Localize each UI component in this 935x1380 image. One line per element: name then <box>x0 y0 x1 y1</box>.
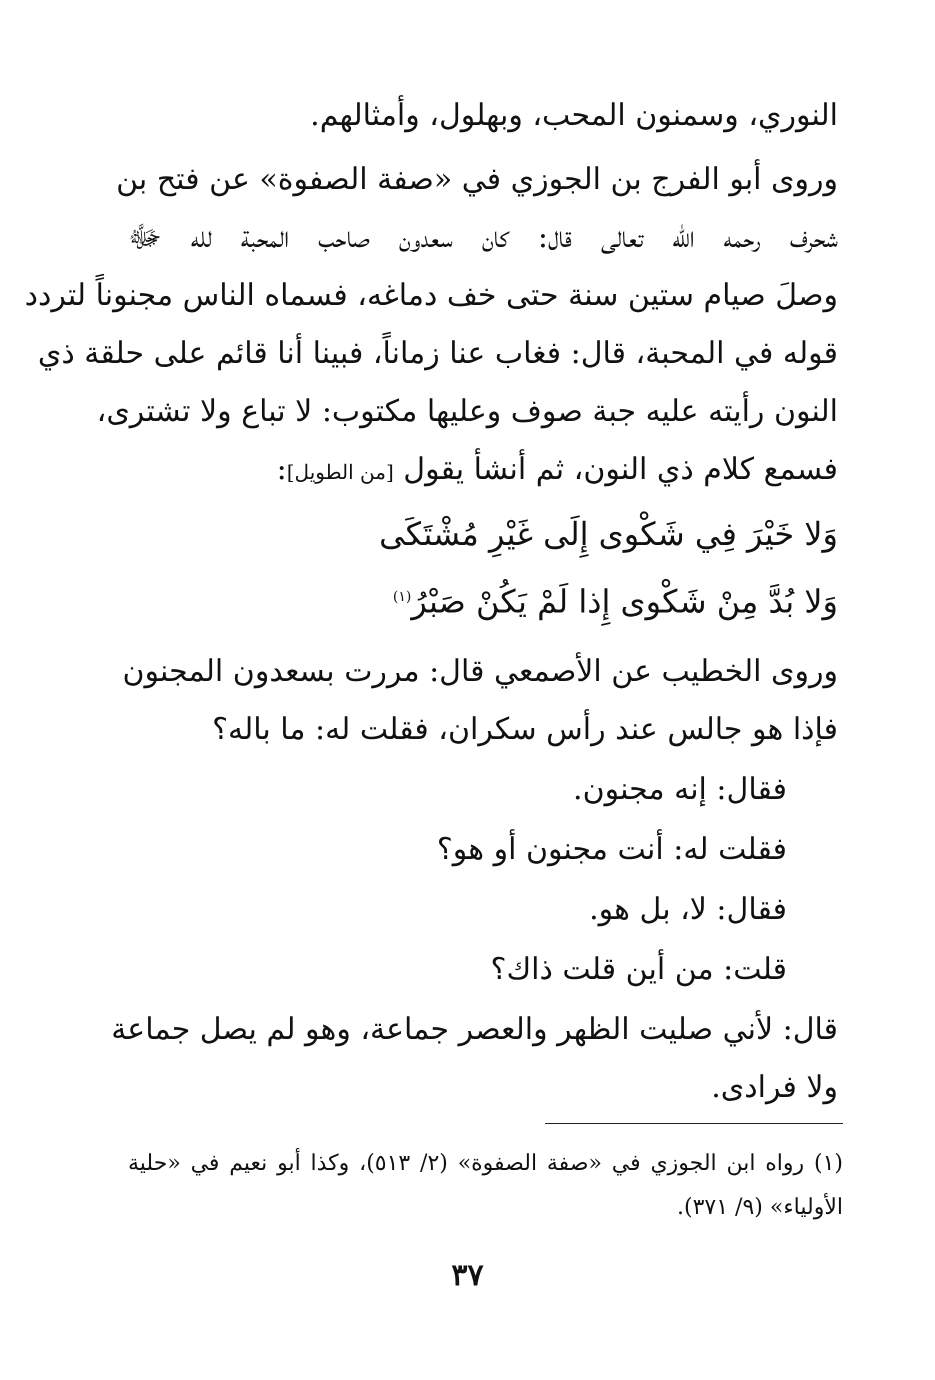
paragraph-line: قال: لأني صليت الظهر والعصر جماعة، وهو لم يصل جماعة <box>111 1012 838 1047</box>
paragraph-line: النوري، وسمنون المحب، وبهلول، وأمثالهم. <box>310 98 838 133</box>
paragraph-line: قوله في المحبة، قال: فغاب عنا زماناً، فبينا أنا قائم على حلقة ذي <box>37 336 838 371</box>
page-number: ٣٧ <box>451 1258 484 1293</box>
paragraph-line: فإذا هو جالس عند رأس سكران، فقلت له: ما باله؟ <box>212 712 838 747</box>
verse-line <box>393 575 838 624</box>
footnote-line: الأولياء» (٩/ ٣٧١). <box>677 1195 843 1220</box>
paragraph-line: النون رأيته عليه جبة صوف وعليها مكتوب: لا تباع ولا تشترى، <box>96 394 838 429</box>
dialogue-line: قلت: من أين قلت ذاك؟ <box>490 952 787 987</box>
footnote-marker: (١) <box>392 589 412 605</box>
verse-text: وَلا بُدَّ مِنْ شَكْوى إِذا لَمْ يَكُنْ صَبْرُ <box>411 582 838 621</box>
dialogue-line: فقال: إنه مجنون. <box>573 772 787 807</box>
paragraph-line: وروى الخطيب عن الأصمعي قال: مررت بسعدون المجنون <box>122 654 838 689</box>
footnote-separator <box>545 1123 843 1124</box>
paragraph-line: وروى أبو الفرج بن الجوزي في «صفة الصفوة» عن فتح بن <box>116 162 838 197</box>
paragraph-line: وصلَ صيام ستين سنة حتى خف دماغه، فسماه الناس مجنوناً لتردد <box>24 278 838 313</box>
footnote-line: (١) رواه ابن الجوزي في «صفة الصفوة» (٢/ ٥١٣)، وكذا أبو نعيم في «حلية <box>128 1151 843 1176</box>
colon: : <box>276 452 287 487</box>
dialogue-line: فقال: لا، بل هو. <box>589 892 787 927</box>
paragraph-line <box>128 450 838 492</box>
paragraph-line: شحرف رحمه الله تعالى قال: كان سعدون صاحب المحبة لله ﷻ <box>128 220 838 255</box>
meter-label: [من الطويل] <box>286 460 394 484</box>
dialogue-line: فقلت له: أنت مجنون أو هو؟ <box>436 832 787 867</box>
verse-line: وَلا خَيْرَ فِي شَكْوى إِلَى غَيْرِ مُشْتَكَى <box>379 515 838 553</box>
paragraph-text: فسمع كلام ذي النون، ثم أنشأ يقول <box>393 452 838 487</box>
paragraph-line: ولا فرادى. <box>711 1070 838 1105</box>
